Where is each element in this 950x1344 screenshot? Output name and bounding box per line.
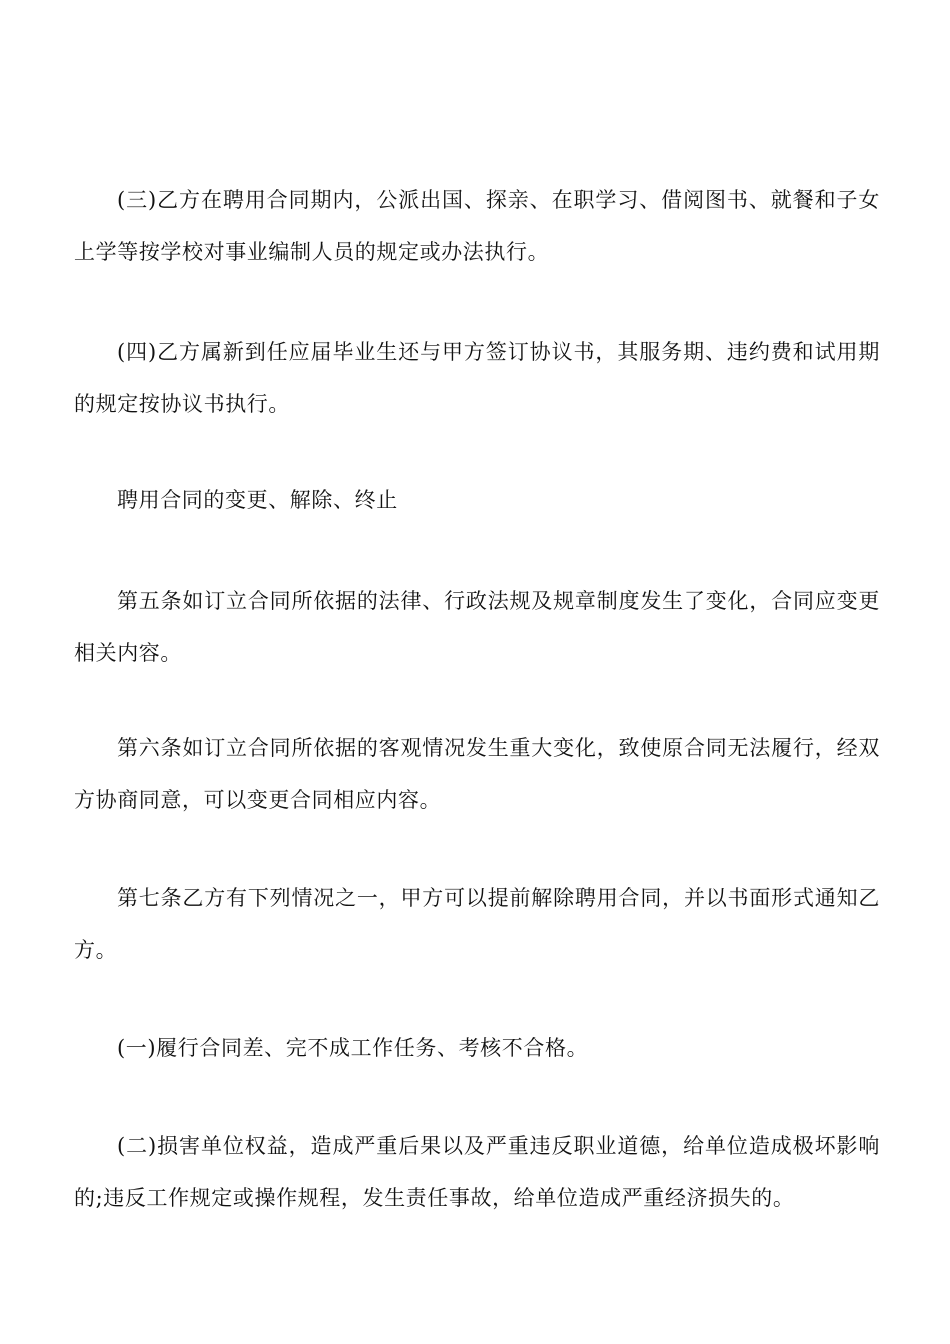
paragraph-article-7: 第七条乙方有下列情况之一，甲方可以提前解除聘用合同，并以书面形式通知乙方。 bbox=[74, 886, 880, 962]
section-heading: 聘用合同的变更、解除、终止 bbox=[117, 488, 398, 512]
paragraph-item-2: (二)损害单位权益，造成严重后果以及严重违反职业道德，给单位造成极坏影响的;违反工作规定或操作规程，发生责任事故，给单位造成严重经济损失的。 bbox=[74, 1134, 880, 1210]
paragraph-item-1: (一)履行合同差、完不成工作任务、考核不合格。 bbox=[117, 1036, 589, 1060]
paragraph-clause-3: (三)乙方在聘用合同期内，公派出国、探亲、在职学习、借阅图书、就餐和子女上学等按学校对事业编制人员的规定或办法执行。 bbox=[74, 188, 880, 264]
paragraph-article-6: 第六条如订立合同所依据的客观情况发生重大变化，致使原合同无法履行，经双方协商同意，可以变更合同相应内容。 bbox=[74, 736, 880, 812]
paragraph-article-5: 第五条如订立合同所依据的法律、行政法规及规章制度发生了变化，合同应变更相关内容。 bbox=[74, 589, 880, 665]
paragraph-clause-4: (四)乙方属新到任应届毕业生还与甲方签订协议书，其服务期、违约费和试用期的规定按协议书执行。 bbox=[74, 340, 880, 416]
